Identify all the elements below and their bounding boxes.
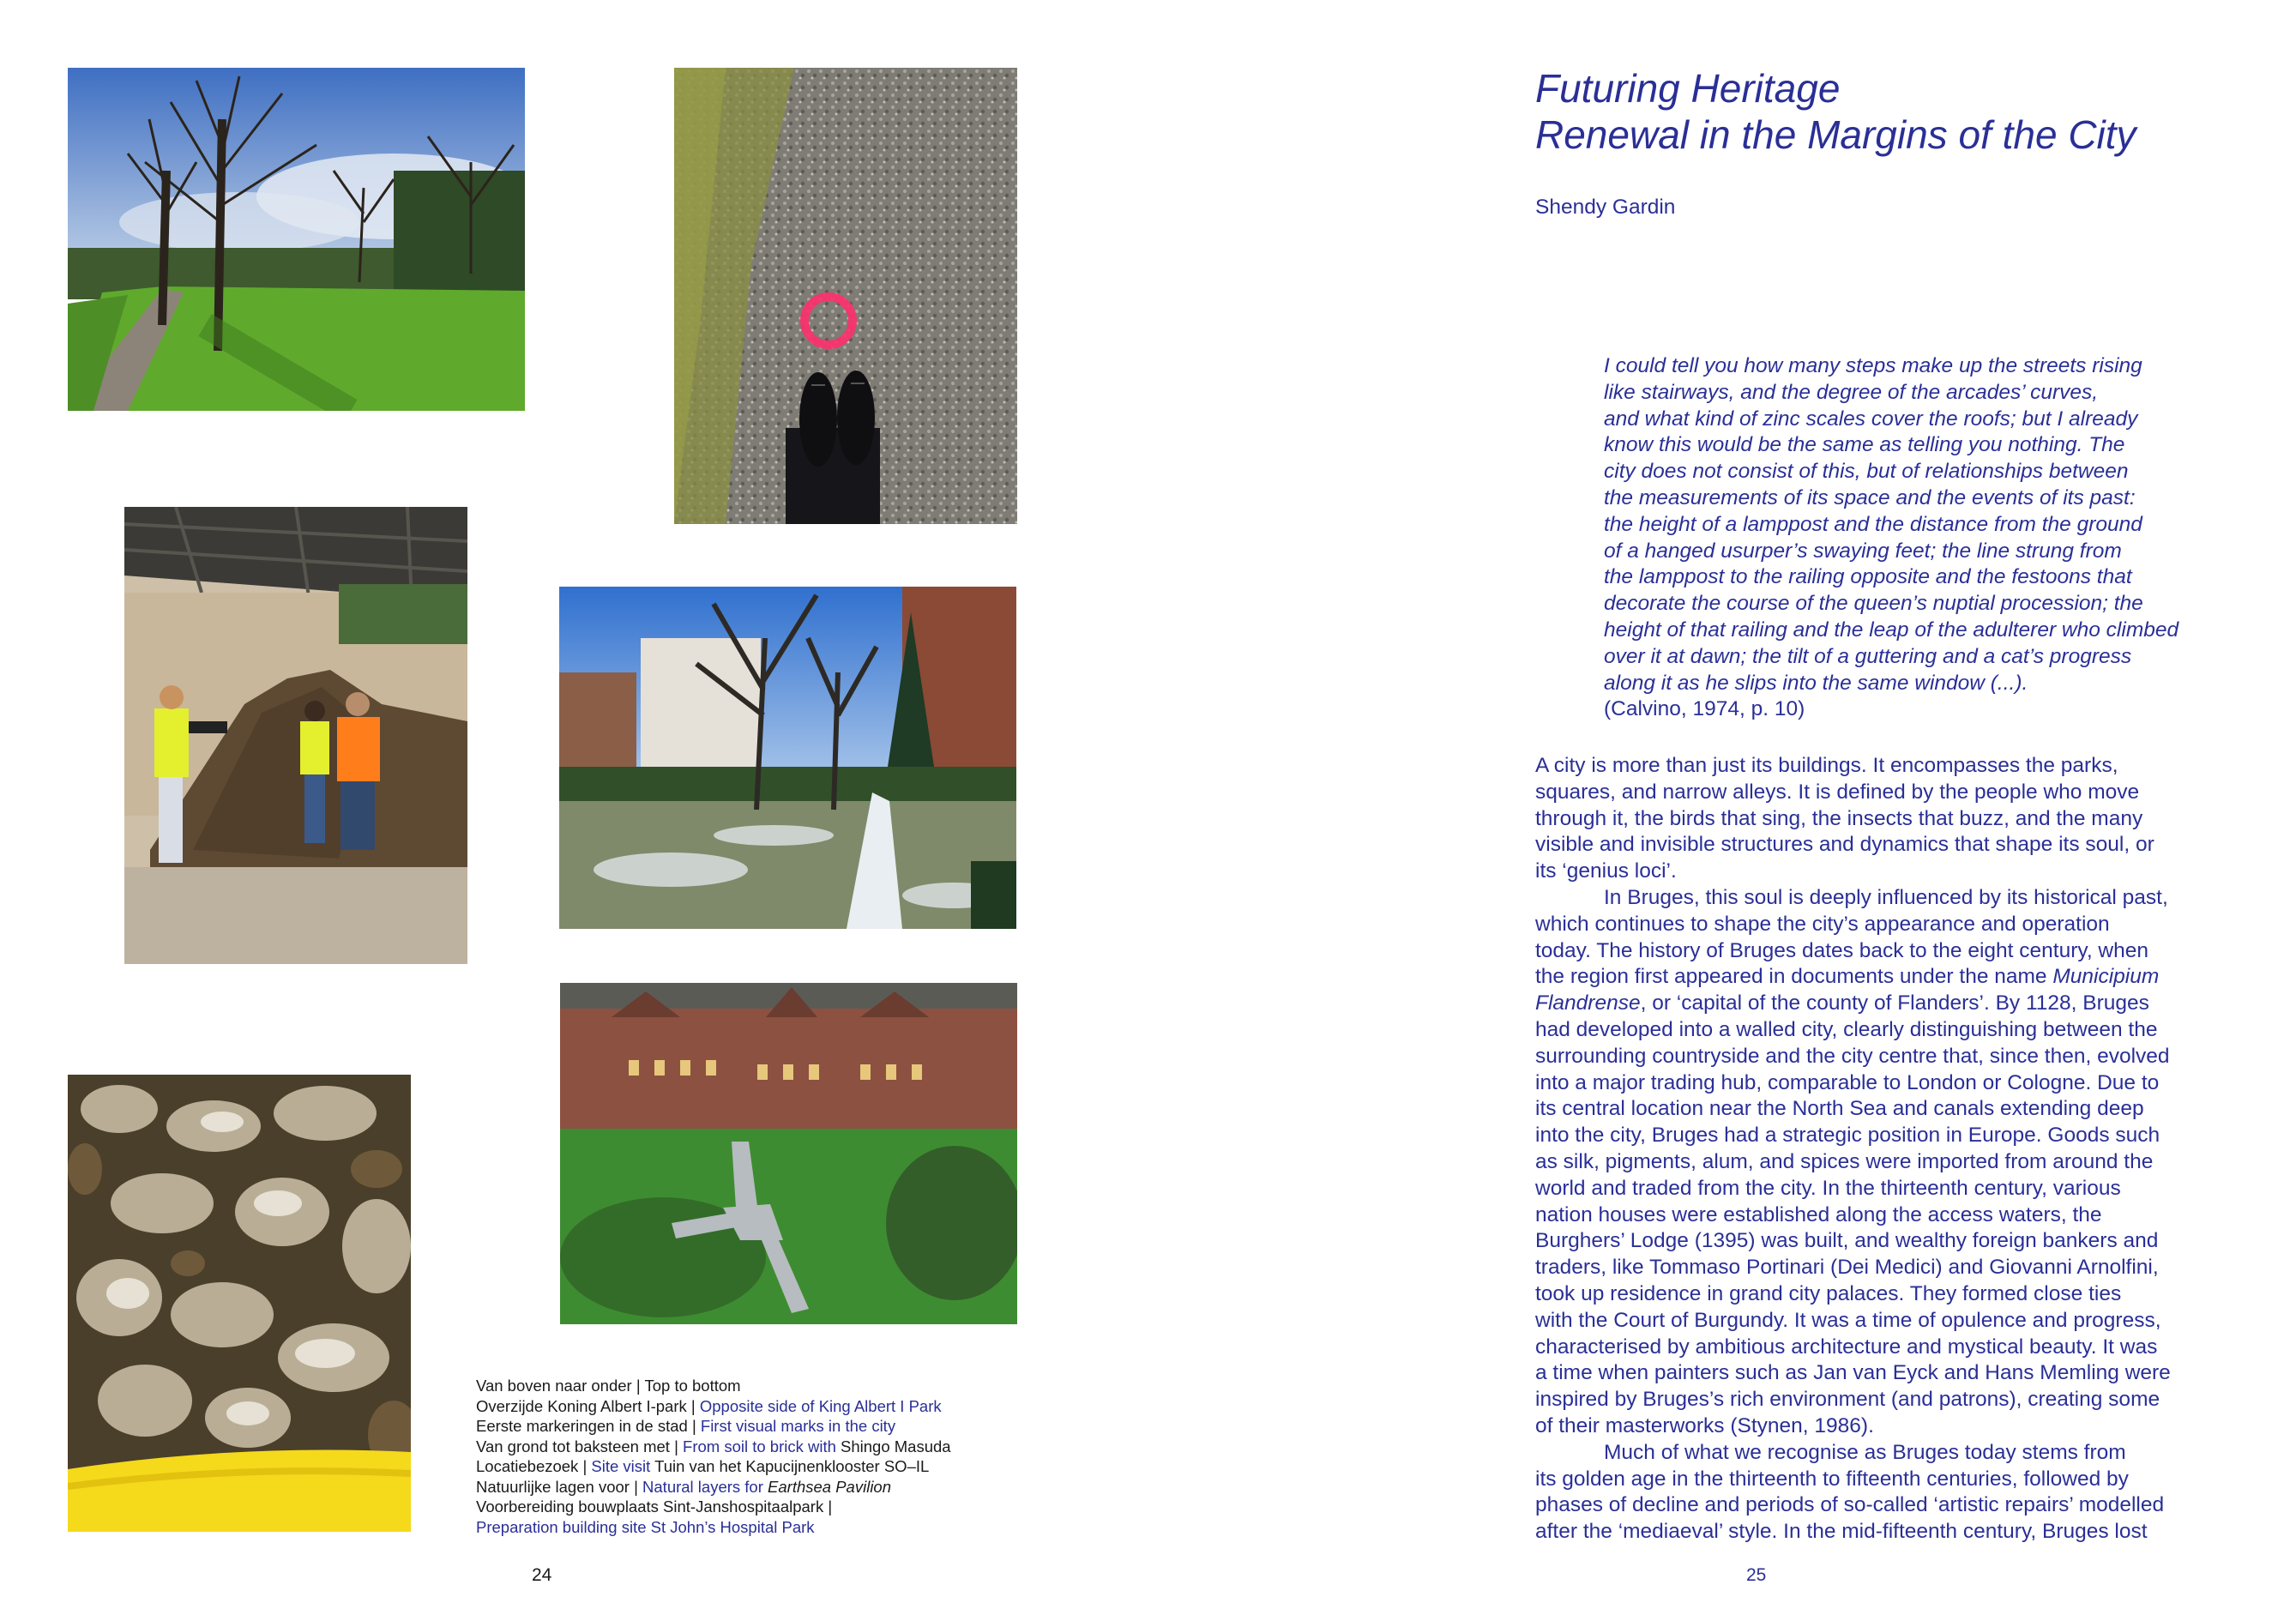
caption-line-7: Preparation building site St John’s Hospital Park	[476, 1517, 815, 1536]
caption-line-2: Eerste markeringen in de stad | First visual marks in the city	[476, 1417, 896, 1435]
body-line: had developed into a walled city, clearly distinguishing between the	[1535, 1017, 2158, 1041]
title-line-2: Renewal in the Margins of the City	[1535, 112, 2136, 157]
article-author: Shendy Gardin	[1535, 196, 1676, 219]
body-line: took up residence in grand city palaces. They formed close ties	[1535, 1281, 2122, 1305]
epigraph	[1604, 353, 2273, 723]
caption-line-4: Locatiebezoek | Site visit Tuin van het Kapucijnenklooster SO–IL	[476, 1457, 930, 1475]
body-line: after the ‘mediaeval’ style. In the mid-fifteenth century, Bruges lost	[1535, 1520, 2148, 1544]
body-line: Flandrense, or ‘capital of the county of Flanders’. By 1128, Bruges	[1535, 991, 2149, 1015]
page-number-left: 24	[532, 1565, 552, 1585]
caption-line-1: Overzijde Koning Albert I-park | Opposite side of King Albert I Park	[476, 1396, 942, 1415]
body-line: through it, the birds that sing, the insects that buzz, and the many	[1535, 806, 2143, 830]
photo-monastery-garden	[559, 587, 1016, 929]
body-line: the region first appeared in documents under the name Municipium	[1535, 965, 2160, 989]
body-line: a time when painters such as Jan van Eyck and Hans Memling were	[1535, 1361, 2171, 1385]
caption-line-heading: Van boven naar onder | Top to bottom	[476, 1377, 741, 1395]
epigraph-line: the lamppost to the railing opposite and the festoons that	[1604, 565, 2132, 589]
body-line: A city is more than just its buildings. It encompasses the parks,	[1535, 754, 2118, 777]
caption-line-5: Natuurlijke lagen voor | Natural layers for Earthsea Pavilion	[476, 1477, 892, 1496]
body-line: characterised by ambitious architecture and mystical beauty. It was	[1535, 1335, 2158, 1359]
epigraph-line: I could tell you how many steps make up the streets rising	[1604, 354, 2142, 377]
body-line: traders, like Tommaso Portinari (Dei Medici) and Giovanni Arnolfini,	[1535, 1256, 2159, 1280]
photo-pink-mark	[674, 68, 1017, 524]
photo-park	[68, 68, 525, 411]
body-line: with the Court of Burgundy. It was a time of opulence and progress,	[1535, 1308, 2161, 1332]
body-line: world and traded from the city. In the thirteenth century, various	[1535, 1176, 2121, 1200]
photo-soil-pile	[124, 507, 467, 964]
epigraph-line: the measurements of its space and the events of its past:	[1604, 485, 2136, 509]
body-line: into a major trading hub, comparable to London or Cologne. Due to	[1535, 1070, 2160, 1094]
epigraph-line: the height of a lamppost and the distance from the ground	[1604, 512, 2142, 536]
body-line: inspired by Bruges’s rich environment (and patrons), creating some	[1535, 1388, 2160, 1412]
epigraph-line: height of that railing and the leap of the adulterer who climbed	[1604, 618, 2179, 642]
photo-hospital-aerial	[560, 983, 1017, 1324]
body-line: squares, and narrow alleys. It is defined by the people who move	[1535, 780, 2140, 804]
photo-caption	[476, 1376, 1076, 1537]
body-line: surrounding countryside and the city centre that, since then, evolved	[1535, 1044, 2170, 1068]
epigraph-line: like stairways, and the degree of the arcades’ curves,	[1604, 380, 2099, 404]
page-number-right: 25	[1746, 1565, 1767, 1585]
epigraph-line: city does not consist of this, but of relationships between	[1604, 460, 2129, 484]
body-line: its ‘genius loci’.	[1535, 859, 1677, 883]
title-line-1: Futuring Heritage	[1535, 66, 1841, 111]
photo-oyster-shells	[68, 1075, 411, 1532]
epigraph-line: and what kind of zinc scales cover the roofs; but I already	[1604, 407, 2138, 431]
body-line: phases of decline and periods of so-called ‘artistic repairs’ modelled	[1535, 1493, 2165, 1517]
epigraph-line: know this would be the same as telling you nothing. The	[1604, 433, 2125, 457]
epigraph-line: of a hanged usurper’s swaying feet; the line strung from	[1604, 539, 2122, 563]
body-line: into the city, Bruges had a strategic position in Europe. Goods such	[1535, 1124, 2160, 1148]
body-line: visible and invisible structures and dynamics that shape its soul, or	[1535, 833, 2154, 857]
epigraph-line: along it as he slips into the same window (...).	[1604, 671, 2028, 695]
body-line: nation houses were established along the access waters, the	[1535, 1202, 2102, 1226]
article-title	[1535, 65, 2256, 158]
epigraph-citation: (Calvino, 1974, p. 10)	[1604, 697, 1805, 721]
caption-line-6: Voorbereiding bouwplaats Sint-Janshospitaalpark |	[476, 1497, 833, 1516]
body-line: which continues to shape the city’s appearance and operation	[1535, 912, 2110, 936]
epigraph-line: over it at dawn; the tilt of a guttering and a cat’s progress	[1604, 644, 2132, 668]
epigraph-line: decorate the course of the queen’s nuptial procession; the	[1604, 592, 2143, 616]
caption-line-3: Van grond tot baksteen met | From soil to brick with Shingo Masuda	[476, 1437, 951, 1455]
body-line: as silk, pigments, alum, and spices were imported from around the	[1535, 1149, 2154, 1173]
body-line: its golden age in the thirteenth to fifteenth centuries, followed by	[1535, 1467, 2129, 1491]
body-line: In Bruges, this soul is deeply influenced by its historical past,	[1604, 885, 2168, 909]
body-line: Much of what we recognise as Bruges today stems from	[1604, 1440, 2126, 1464]
body-line: its central location near the North Sea and canals extending deep	[1535, 1097, 2144, 1121]
article-body	[1535, 753, 2260, 1546]
body-line: Burghers’ Lodge (1395) was built, and wealthy foreign bankers and	[1535, 1229, 2159, 1253]
body-line: today. The history of Bruges dates back to the eight century, when	[1535, 938, 2148, 962]
body-line: of their masterworks (Stynen, 1986).	[1535, 1413, 1874, 1437]
